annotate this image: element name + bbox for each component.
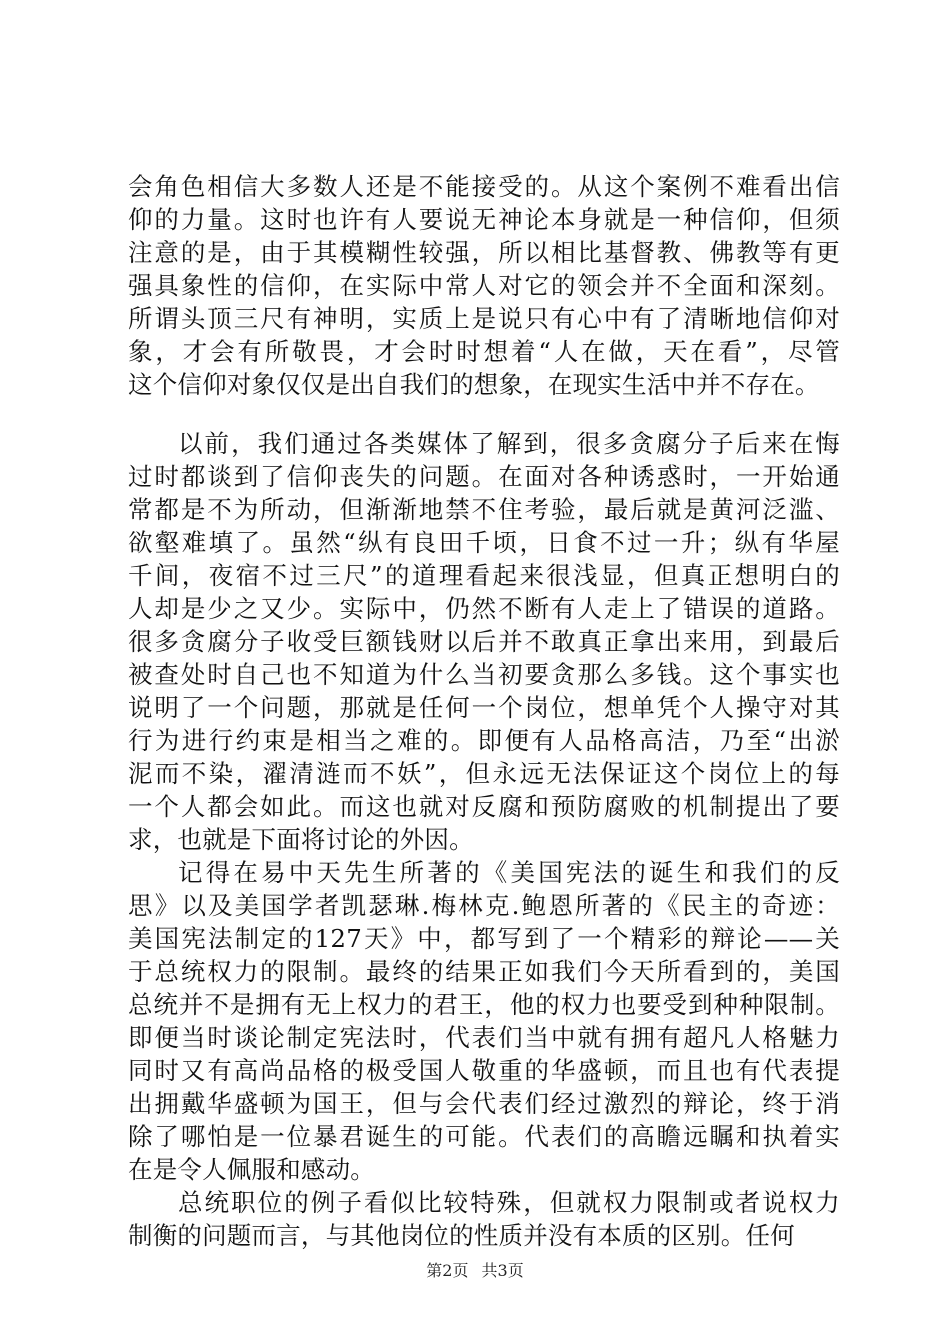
text-line: 这个信仰对象仅仅是出自我们的想象，在现实生活中并不存在。 [128,370,820,399]
paragraph [128,856,840,1186]
text-line: 强具象性的信仰，在实际中常人对它的领会并不全面和深刻。 [128,271,840,300]
text-line: 所谓头顶三尺有神明，实质上是说只有心中有了清晰地信仰对 [128,304,840,333]
paragraph [128,1186,840,1252]
page-number: 第2页 [426,1261,469,1280]
text-line: 说明了一个问题，那就是任何一个岗位，想单凭个人操守对其 [128,693,840,722]
text-line: 记得在易中天先生所著的《美国宪法的诞生和我们的反 [178,858,840,887]
text-line: 总统并不是拥有无上权力的君王，他的权力也要受到种种限制。 [128,990,840,1019]
text-line: 常都是不为所动，但渐渐地禁不住考验，最后就是黄河泛滥、 [128,495,840,524]
text-line: 行为进行约束是相当之难的。即便有人品格高洁，乃至“出淤 [128,726,840,755]
text-line: 会角色相信大多数人还是不能接受的。从这个案例不难看出信 [128,172,840,201]
text-line: 在是令人佩服和感动。 [128,1155,375,1184]
text-line: 过时都谈到了信仰丧失的问题。在面对各种诱惑时，一开始通 [128,462,840,491]
text-line: 被查处时自己也不知道为什么当初要贪那么多钱。这个事实也 [128,660,840,689]
text-line: 美国宪法制定的127天》中，都写到了一个精彩的辩论——关 [128,924,840,953]
text-line: 制衡的问题而言，与其他岗位的性质并没有本质的区别。任何 [128,1221,795,1250]
page-footer [0,1258,950,1281]
text-line: 总统职位的例子看似比较特殊，但就权力限制或者说权力 [178,1188,840,1217]
text-line: 除了哪怕是一位暴君诞生的可能。代表们的高瞻远瞩和执着实 [128,1122,840,1151]
text-line: 很多贪腐分子收受巨额钱财以后并不敢真正拿出来用，到最后 [128,627,840,656]
text-line: 欲壑难填了。虽然“纵有良田千顷，日食不过一升；纵有华屋 [128,528,840,557]
text-line: 仰的力量。这时也许有人要说无神论本身就是一种信仰，但须 [128,205,840,234]
paragraph-gap [128,401,840,427]
text-line: 人却是少之又少。实际中，仍然不断有人走上了错误的道路。 [128,594,840,623]
text-line: 求，也就是下面将讨论的外因。 [128,825,474,854]
paragraph [128,170,840,401]
text-line: 一个人都会如此。而这也就对反腐和预防腐败的机制提出了要 [128,792,840,821]
text-line: 注意的是，由于其模糊性较强，所以相比基督教、佛教等有更 [128,238,840,267]
text-line: 即便当时谈论制定宪法时，代表们当中就有拥有超凡人格魅力 [128,1023,840,1052]
text-line: 同时又有高尚品格的极受国人敬重的华盛顿，而且也有代表提 [128,1056,840,1085]
text-line: 泥而不染，濯清涟而不妖”，但永远无法保证这个岗位上的每 [128,759,840,788]
text-line: 千间，夜宿不过三尺”的道理看起来很浅显，但真正想明白的 [128,561,840,590]
text-line: 思》以及美国学者凯瑟琳.梅林克.鲍恩所著的《民主的奇迹： [128,891,840,920]
text-line: 以前，我们通过各类媒体了解到，很多贪腐分子后来在悔 [178,429,840,458]
text-line: 象，才会有所敬畏，才会时时想着“人在做，天在看”，尽管 [128,337,840,366]
page-total: 共3页 [481,1261,524,1280]
text-line: 出拥戴华盛顿为国王，但与会代表们经过激烈的辩论，终于消 [128,1089,840,1118]
text-line: 于总统权力的限制。最终的结果正如我们今天所看到的，美国 [128,957,840,986]
document-body [128,170,840,1252]
paragraph [128,427,840,856]
